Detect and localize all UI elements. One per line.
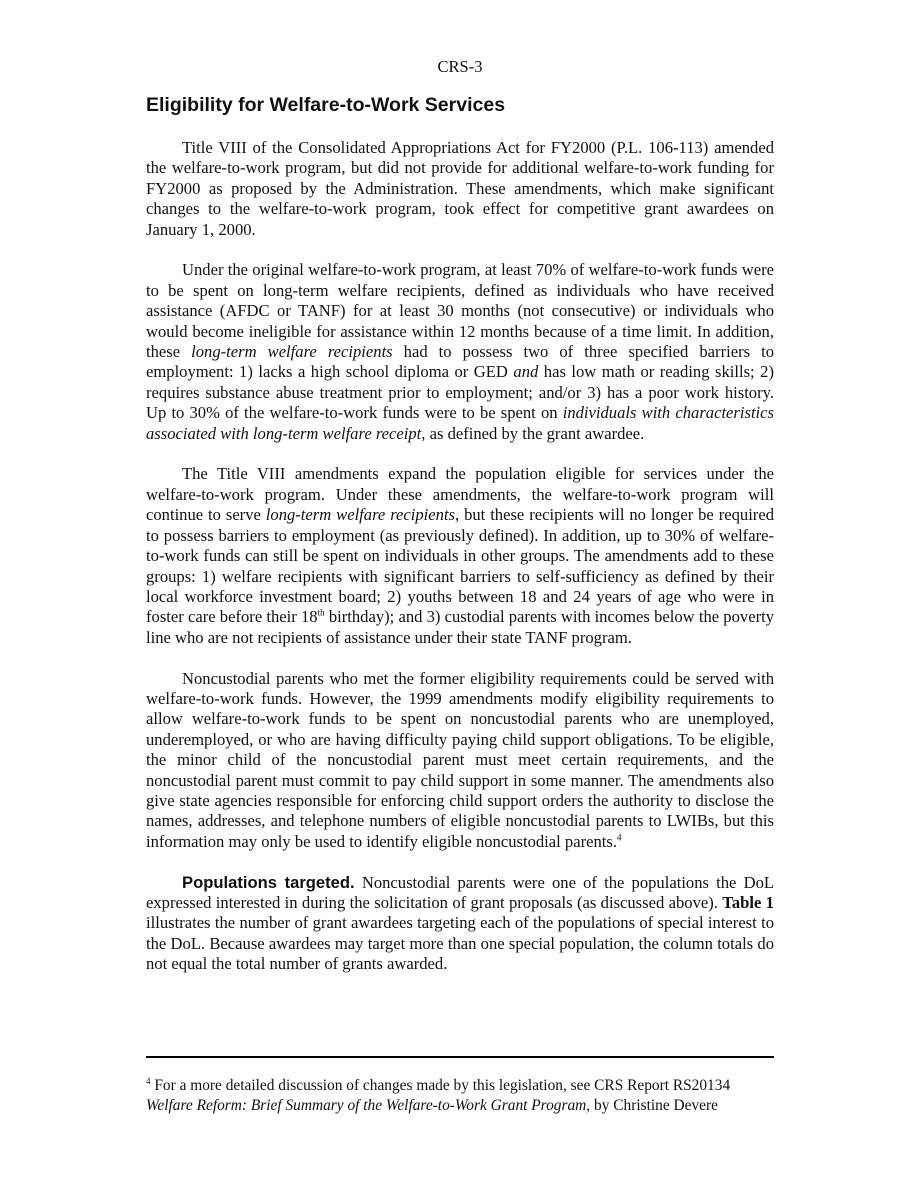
- emphasis-and: and: [513, 362, 539, 382]
- run-in-heading: Populations targeted.: [182, 872, 355, 892]
- paragraph-5-text-a: Noncustodial parents were one of the populations the DoL expressed interested in during the solicitation of grant proposals (as discussed above).: [146, 872, 774, 912]
- paragraph-2-text-g: , as defined by the grant awardee.: [421, 423, 645, 443]
- paragraph-3-text-a: The Title VIII amendments expand the population eligible for services under the welfare-to-work program. Under these amendments, the welfare-to-work program will continue to serve: [146, 464, 774, 525]
- paragraph-3-text-c: , but these recipients will no longer be required to possess barriers to employment (as previously defined). In addition, up to 30% of welfare-to-work funds can still be spent on individuals in other groups. The amendments add to these groups: 1) welfare recipients with significant barriers to self-sufficiency as defined by their local workforce investment board; 2) youths between 18 and 24 years of age who were in foster care before their 18: [146, 505, 774, 627]
- footnote-reference[interactable]: 4: [616, 832, 622, 843]
- paragraph-2-text-e: has low math or reading skills; 2) requires substance abuse treatment prior to employment; and/or 3) has a poor work history. Up to 30% of the welfare-to-work funds were to be spent on: [146, 362, 774, 423]
- paragraph-5: [146, 873, 774, 975]
- footnote-text-b: , by Christine Devere: [586, 1097, 718, 1114]
- body-text: [146, 138, 774, 995]
- paragraph-2: [146, 260, 774, 444]
- paragraph-3: [146, 464, 774, 648]
- paragraph-4: [146, 669, 774, 853]
- paragraph-2-text-a: Under the original welfare-to-work program, at least 70% of welfare-to-work funds were to be spent on long-term welfare recipients, defined as individuals who have received assistance (AFDC or TANF) for at least 30 months (not consecutive) or individuals who would become ineligible for assistance within 12 months because of a time limit. In addition, these: [146, 260, 774, 362]
- emphasis-long-term-welfare-recipients-2: long-term welfare recipients: [265, 505, 456, 525]
- ordinal-superscript: th: [317, 607, 325, 618]
- paragraph-1: [146, 138, 774, 240]
- emphasis-long-term-welfare-recipients: long-term welfare recipients: [191, 342, 393, 362]
- footnote-text-a: For a more detailed discussion of changes made by this legislation, see CRS Report RS20134: [150, 1077, 731, 1094]
- page-number: CRS-3: [437, 57, 483, 76]
- paragraph-2-text-c: had to possess two of three specified barriers to employment: 1) lacks a high school diploma or GED: [146, 342, 774, 382]
- emphasis-individuals-with-characteristics: individuals with characteristics associated with long-term welfare receipt: [146, 403, 774, 443]
- section-heading: Eligibility for Welfare-to-Work Services: [146, 94, 506, 116]
- footnote: [146, 1076, 774, 1116]
- footnote-report-title: Welfare Reform: Brief Summary of the Welfare-to-Work Grant Program: [146, 1097, 587, 1114]
- footnote-divider: [146, 1056, 774, 1058]
- footnote-marker: 4: [146, 1075, 151, 1086]
- paragraph-5-text-b: illustrates the number of grant awardees targeting each of the populations of special interest to the DoL. Because awardees may target more than one special population, the column totals do not equal the total number of grants awarded.: [146, 913, 774, 974]
- paragraph-3-text-d: birthday); and 3) custodial parents with incomes below the poverty line who are not recipients of assistance under their state TANF program.: [146, 607, 774, 647]
- paragraph-4-text: Noncustodial parents who met the former eligibility requirements could be served with welfare-to-work funds. However, the 1999 amendments modify eligibility requirements to allow welfare-to-work funds to be spent on noncustodial parents who are unemployed, underemployed, or who are having difficulty paying child support obligations. To be eligible, the minor child of the noncustodial parent must meet certain requirements, and the noncustodial parent must commit to pay child support in some manner. The amendments also give state agencies responsible for enforcing child support orders the authority to disclose the names, addresses, and telephone numbers of eligible noncustodial parents to LWIBs, but this information may only be used to identify eligible noncustodial parents.: [146, 668, 774, 851]
- table-reference: Table 1: [722, 892, 774, 912]
- paragraph-1-text: Title VIII of the Consolidated Appropriations Act for FY2000 (P.L. 106-113) amended the welfare-to-work program, but did not provide for additional welfare-to-work funding for FY2000 as proposed by the Administration. These amendments, which make significant changes to the welfare-to-work program, took effect for competitive grant awardees on January 1, 2000.: [146, 138, 774, 239]
